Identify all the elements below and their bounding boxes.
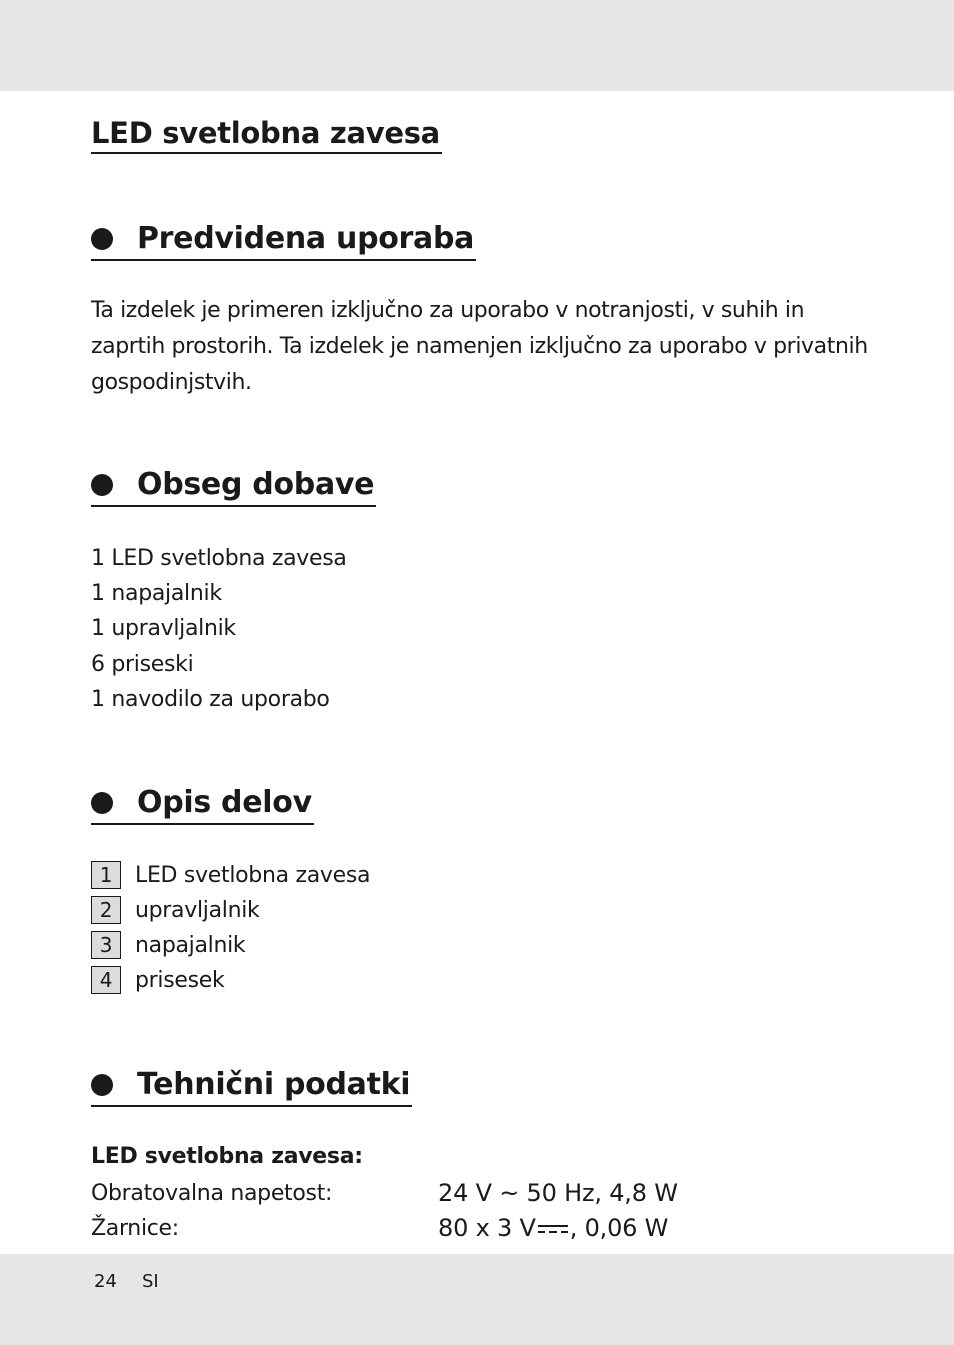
scope-item: 1 napajalnik [91, 581, 222, 606]
part-number-box: 3 [91, 931, 121, 959]
part-row [91, 929, 245, 961]
part-label: LED svetlobna zavesa [135, 862, 371, 888]
spec-value-part: 80 x 3 V [438, 1214, 536, 1242]
section-heading-parts [91, 783, 314, 825]
paragraph-line: zaprtih prostorih. Ta izdelek je namenjen izključno za uporabo v privatnih [91, 334, 868, 359]
scope-item: 6 priseski [91, 652, 194, 677]
part-row [91, 894, 259, 926]
spec-value-bulbs [438, 1211, 668, 1246]
document-title: LED svetlobna zavesa [91, 114, 442, 154]
part-number-box: 2 [91, 896, 121, 924]
part-number-box: 4 [91, 966, 121, 994]
tech-subheading: LED svetlobna zavesa: [91, 1144, 363, 1169]
spec-value-part: , 0,06 W [569, 1214, 669, 1242]
section-heading-label: Predvidena uporaba [137, 221, 475, 256]
dc-current-symbol-icon [537, 1223, 569, 1235]
section-heading-label: Obseg dobave [137, 467, 375, 502]
part-label: prisesek [135, 967, 225, 993]
bullet-icon [91, 792, 113, 814]
bullet-icon [91, 228, 113, 250]
bullet-icon [91, 1074, 113, 1096]
spec-label: Žarnice: [91, 1216, 179, 1241]
section-heading-label: Tehnični podatki [137, 1067, 411, 1102]
scope-item: 1 LED svetlobna zavesa [91, 546, 347, 571]
spec-label: Obratovalna napetost: [91, 1181, 333, 1206]
language-code: SI [142, 1271, 159, 1292]
section-heading-label: Opis delov [137, 785, 312, 820]
section-heading-technical-data [91, 1065, 412, 1107]
part-row [91, 964, 224, 996]
bullet-icon [91, 474, 113, 496]
paragraph-line: Ta izdelek je primeren izključno za uporabo v notranjosti, v suhih in [91, 298, 805, 323]
part-label: napajalnik [135, 932, 246, 958]
top-margin-band [0, 0, 954, 91]
part-number-box: 1 [91, 861, 121, 889]
spec-value: 24 V ~ 50 Hz, 4,8 W [438, 1179, 678, 1207]
bottom-margin-band [0, 1254, 954, 1345]
part-row [91, 859, 370, 891]
scope-item: 1 upravljalnik [91, 616, 236, 641]
scope-item: 1 navodilo za uporabo [91, 687, 330, 712]
section-heading-scope [91, 465, 376, 507]
intended-use-paragraph [91, 293, 881, 401]
paragraph-line: gospodinjstvih. [91, 370, 252, 395]
section-heading-intended-use [91, 219, 476, 261]
page-number: 24 [94, 1271, 117, 1292]
part-label: upravljalnik [135, 897, 260, 923]
